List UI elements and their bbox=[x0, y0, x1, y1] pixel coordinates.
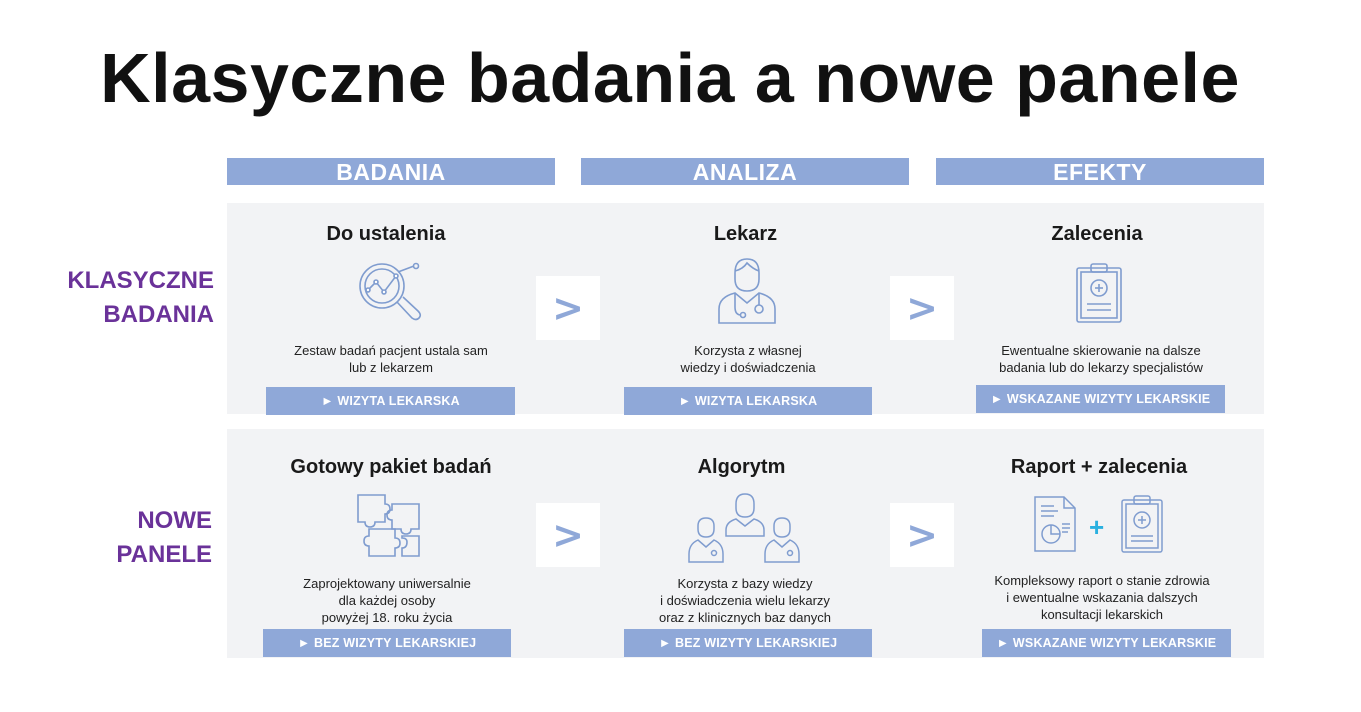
cell-description bbox=[262, 575, 512, 626]
cell-title: Raport + zalecenia bbox=[1010, 456, 1188, 478]
chevron-right-icon: > bbox=[552, 513, 584, 557]
desc-line: Korzysta z bazy wiedzy bbox=[677, 576, 813, 591]
cell-description bbox=[976, 342, 1226, 376]
desc-line: wiedzy i doświadczenia bbox=[680, 360, 816, 375]
row-label-classic-line2: BADANIA bbox=[103, 301, 214, 328]
cell-description bbox=[620, 575, 870, 626]
desc-line: Zestaw badań pacjent ustala sam bbox=[294, 343, 488, 358]
cell-description bbox=[624, 342, 872, 376]
doctor-icon bbox=[713, 255, 781, 325]
tag-badge: ► BEZ WIZYTY LEKARSKIEJ bbox=[624, 629, 872, 657]
desc-line: powyżej 18. roku życia bbox=[321, 610, 453, 625]
cell-title: Do ustalenia bbox=[326, 223, 446, 245]
row-label-classic-line1: KLASYCZNE bbox=[67, 267, 214, 294]
row-label-new-line1: NOWE bbox=[137, 507, 212, 534]
chevron-right-icon: > bbox=[906, 513, 938, 557]
plus-icon: + bbox=[1089, 512, 1105, 542]
tag-badge: ► BEZ WIZYTY LEKARSKIEJ bbox=[263, 629, 511, 657]
report-chart-icon bbox=[1032, 494, 1078, 554]
tag-badge: ► WSKAZANE WIZYTY LEKARSKIE bbox=[976, 385, 1225, 413]
magnifier-chart-icon bbox=[352, 258, 428, 328]
desc-line: Korzysta z własnej bbox=[694, 343, 802, 358]
arrow-box bbox=[536, 276, 600, 340]
desc-line: Zaprojektowany uniwersalnie bbox=[303, 576, 471, 591]
desc-line: Kompleksowy raport o stanie zdrowia bbox=[994, 573, 1210, 588]
tag-badge: ► WSKAZANE WIZYTY LEKARSKIE bbox=[982, 629, 1231, 657]
row-label-new-line2: PANELE bbox=[116, 541, 212, 568]
column-header-analiza: ANALIZA bbox=[581, 158, 909, 185]
tag-badge: ► WIZYTA LEKARSKA bbox=[624, 387, 872, 415]
desc-line: oraz z klinicznych baz danych bbox=[659, 610, 831, 625]
cell-title: Gotowy pakiet badań bbox=[290, 456, 492, 478]
page-title: Klasyczne badania a nowe panele bbox=[100, 39, 1240, 117]
chevron-right-icon: > bbox=[552, 286, 584, 330]
chevron-right-icon: > bbox=[906, 286, 938, 330]
puzzle-icon bbox=[355, 492, 425, 560]
desc-line: dla każdej osoby bbox=[338, 593, 436, 608]
row-label-new bbox=[2, 504, 212, 572]
arrow-box bbox=[536, 503, 600, 567]
cell-description bbox=[968, 572, 1236, 623]
cell-title: Algorytm bbox=[697, 456, 786, 478]
arrow-box bbox=[890, 276, 954, 340]
cell-title: Zalecenia bbox=[1051, 223, 1143, 245]
cell-title: Lekarz bbox=[713, 223, 778, 245]
desc-line: konsultacji lekarskich bbox=[1040, 607, 1164, 622]
cell-description bbox=[266, 342, 516, 376]
desc-line: i doświadczenia wielu lekarzy bbox=[660, 593, 830, 608]
desc-line: badania lub do lekarzy specjalistów bbox=[999, 360, 1203, 375]
arrow-box bbox=[890, 503, 954, 567]
desc-line: Ewentualne skierowanie na dalsze bbox=[1001, 343, 1201, 358]
column-header-efekty: EFEKTY bbox=[936, 158, 1264, 185]
clipboard-icon bbox=[1119, 494, 1165, 554]
tag-badge: ► WIZYTA LEKARSKA bbox=[266, 387, 515, 415]
clipboard-icon bbox=[1074, 262, 1124, 324]
desc-line: i ewentualne wskazania dalszych bbox=[1006, 590, 1198, 605]
desc-line: lub z lekarzem bbox=[349, 360, 433, 375]
column-header-badania: BADANIA bbox=[227, 158, 555, 185]
doctors-group-icon bbox=[686, 492, 804, 564]
row-label-classic bbox=[4, 264, 214, 332]
